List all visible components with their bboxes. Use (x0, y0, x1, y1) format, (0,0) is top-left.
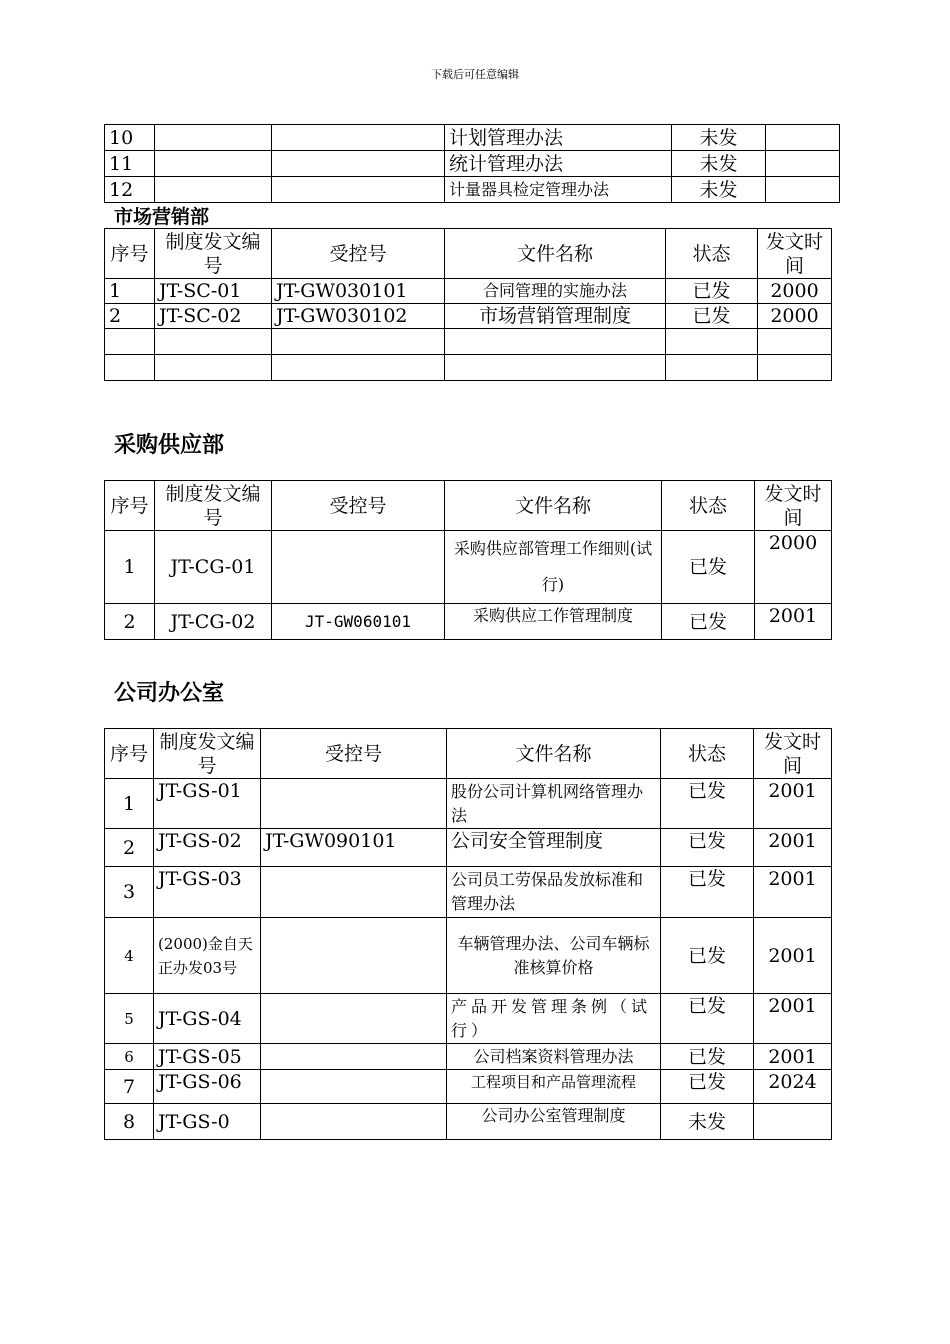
cell-empty (445, 355, 666, 381)
cell-code: JT-GS-05 (154, 1044, 261, 1070)
cell-time: 2000 (758, 304, 832, 329)
cell-name: 公司档案资料管理办法 (447, 1044, 661, 1070)
cell-time: 2001 (754, 918, 832, 994)
cell-status: 未发 (672, 177, 766, 203)
cell-time: 2024 (754, 1070, 832, 1104)
office-table (104, 728, 832, 1140)
cell-ctrl (272, 125, 445, 151)
cell-ctrl (261, 779, 447, 829)
table-header-row (105, 229, 832, 279)
cell-code (155, 177, 272, 203)
header-ctrl: 受控号 (272, 229, 445, 279)
cell-time (754, 1104, 832, 1140)
cell-time: 2001 (754, 867, 832, 918)
header-ctrl: 受控号 (272, 481, 445, 531)
cell-status: 未发 (672, 125, 766, 151)
cell-empty (105, 329, 155, 355)
table-row (105, 1070, 832, 1104)
cell-time: 2001 (754, 1044, 832, 1070)
table-row (105, 151, 840, 177)
cell-name: 采购供应工作管理制度 (445, 604, 662, 640)
header-code: 制度发文编号 (155, 481, 272, 531)
cell-no: 2 (105, 829, 154, 867)
cell-name: 市场营销管理制度 (445, 304, 666, 329)
cell-time (766, 151, 840, 177)
cell-empty (155, 329, 272, 355)
table-row-empty (105, 329, 832, 355)
section-title-marketing: 市场营销部 (114, 206, 210, 228)
cell-ctrl: JT-GW060101 (272, 604, 445, 640)
header-status: 状态 (661, 729, 754, 779)
cell-status: 已发 (661, 779, 754, 829)
cell-name: 公司办公室管理制度 (447, 1104, 661, 1140)
continued-table (104, 124, 840, 203)
cell-ctrl (272, 151, 445, 177)
cell-name: 车辆管理办法、公司车辆标准核算价格 (447, 918, 661, 994)
cell-time: 2001 (754, 779, 832, 829)
table-row (105, 531, 832, 604)
cell-time: 2001 (755, 604, 832, 640)
cell-status: 已发 (666, 279, 758, 304)
cell-no: 1 (105, 279, 155, 304)
table-row (105, 867, 832, 918)
header-status: 状态 (666, 229, 758, 279)
cell-code: JT-CG-02 (155, 604, 272, 640)
cell-no: 7 (105, 1070, 154, 1104)
cell-time: 2000 (755, 531, 832, 604)
cell-no: 2 (105, 604, 155, 640)
cell-code: JT-GS-01 (154, 779, 261, 829)
table-row (105, 304, 832, 329)
cell-name: 产品开发管理条例（试行） (447, 994, 661, 1044)
cell-name: 公司安全管理制度 (447, 829, 661, 867)
cell-no: 1 (105, 531, 155, 604)
table-row (105, 779, 832, 829)
cell-status: 未发 (672, 151, 766, 177)
cell-name: 计划管理办法 (445, 125, 672, 151)
cell-status: 已发 (661, 918, 754, 994)
cell-code: JT-GS-0 (154, 1104, 261, 1140)
cell-name: 合同管理的实施办法 (445, 279, 666, 304)
cell-ctrl (261, 994, 447, 1044)
cell-ctrl (272, 177, 445, 203)
cell-empty (272, 329, 445, 355)
header-time: 发文时间 (755, 481, 832, 531)
cell-code: JT-SC-01 (155, 279, 272, 304)
table-row (105, 994, 832, 1044)
cell-code: (2000)金自天正办发03号 (154, 918, 261, 994)
header-ctrl: 受控号 (261, 729, 447, 779)
cell-code: JT-GS-06 (154, 1070, 261, 1104)
header-status: 状态 (662, 481, 755, 531)
cell-empty (272, 355, 445, 381)
cell-status: 已发 (661, 829, 754, 867)
table-row (105, 1104, 832, 1140)
cell-time: 2000 (758, 279, 832, 304)
table-header-row (105, 729, 832, 779)
cell-ctrl (261, 867, 447, 918)
cell-no: 2 (105, 304, 155, 329)
header-no: 序号 (105, 481, 155, 531)
header-code: 制度发文编号 (154, 729, 261, 779)
cell-name: 工程项目和产品管理流程 (447, 1070, 661, 1104)
cell-ctrl (261, 1044, 447, 1070)
cell-code (155, 125, 272, 151)
header-name: 文件名称 (445, 481, 662, 531)
cell-no: 6 (105, 1044, 154, 1070)
cell-no: 11 (105, 151, 155, 177)
cell-no: 8 (105, 1104, 154, 1140)
cell-status: 已发 (661, 1044, 754, 1070)
cell-ctrl (261, 1104, 447, 1140)
cell-ctrl: JT-GW030101 (272, 279, 445, 304)
header-time: 发文时间 (758, 229, 832, 279)
cell-name: 股份公司计算机网络管理办法 (447, 779, 661, 829)
cell-code: JT-SC-02 (155, 304, 272, 329)
cell-time (766, 125, 840, 151)
cell-name: 采购供应部管理工作细则(试行) (445, 531, 662, 604)
cell-status: 已发 (662, 531, 755, 604)
procurement-table (104, 480, 832, 640)
cell-empty (666, 329, 758, 355)
cell-name: 公司员工劳保品发放标准和管理办法 (447, 867, 661, 918)
cell-code: JT-GS-03 (154, 867, 261, 918)
header-code: 制度发文编号 (155, 229, 272, 279)
cell-ctrl: JT-GW030102 (272, 304, 445, 329)
table-row (105, 125, 840, 151)
page-header-note: 下载后可任意编辑 (431, 68, 519, 81)
cell-ctrl (261, 918, 447, 994)
table-header-row (105, 481, 832, 531)
header-no: 序号 (105, 229, 155, 279)
section-title-office: 公司办公室 (114, 681, 225, 706)
cell-empty (155, 355, 272, 381)
header-name: 文件名称 (447, 729, 661, 779)
cell-empty (105, 355, 155, 381)
cell-status: 未发 (661, 1104, 754, 1140)
section-title-procurement: 采购供应部 (114, 433, 225, 458)
cell-time: 2001 (754, 994, 832, 1044)
cell-code: JT-CG-01 (155, 531, 272, 604)
cell-code: JT-GS-02 (154, 829, 261, 867)
cell-no: 1 (105, 779, 154, 829)
table-row (105, 279, 832, 304)
cell-no: 5 (105, 994, 154, 1044)
marketing-table (104, 228, 832, 381)
table-row (105, 604, 832, 640)
cell-empty (758, 329, 832, 355)
cell-status: 已发 (661, 867, 754, 918)
cell-no: 12 (105, 177, 155, 203)
cell-name: 统计管理办法 (445, 151, 672, 177)
table-row (105, 829, 832, 867)
cell-empty (666, 355, 758, 381)
cell-status: 已发 (666, 304, 758, 329)
cell-ctrl: JT-GW090101 (261, 829, 447, 867)
cell-time (766, 177, 840, 203)
cell-empty (445, 329, 666, 355)
header-name: 文件名称 (445, 229, 666, 279)
cell-name: 计量器具检定管理办法 (445, 177, 672, 203)
table-row (105, 918, 832, 994)
cell-empty (758, 355, 832, 381)
header-no: 序号 (105, 729, 154, 779)
table-row-empty (105, 355, 832, 381)
cell-status: 已发 (661, 1070, 754, 1104)
cell-code (155, 151, 272, 177)
cell-ctrl (272, 531, 445, 604)
cell-no: 4 (105, 918, 154, 994)
cell-no: 10 (105, 125, 155, 151)
table-row (105, 1044, 832, 1070)
cell-no: 3 (105, 867, 154, 918)
table-row (105, 177, 840, 203)
cell-code: JT-GS-04 (154, 994, 261, 1044)
header-time: 发文时间 (754, 729, 832, 779)
cell-status: 已发 (661, 994, 754, 1044)
cell-status: 已发 (662, 604, 755, 640)
cell-time: 2001 (754, 829, 832, 867)
cell-ctrl (261, 1070, 447, 1104)
